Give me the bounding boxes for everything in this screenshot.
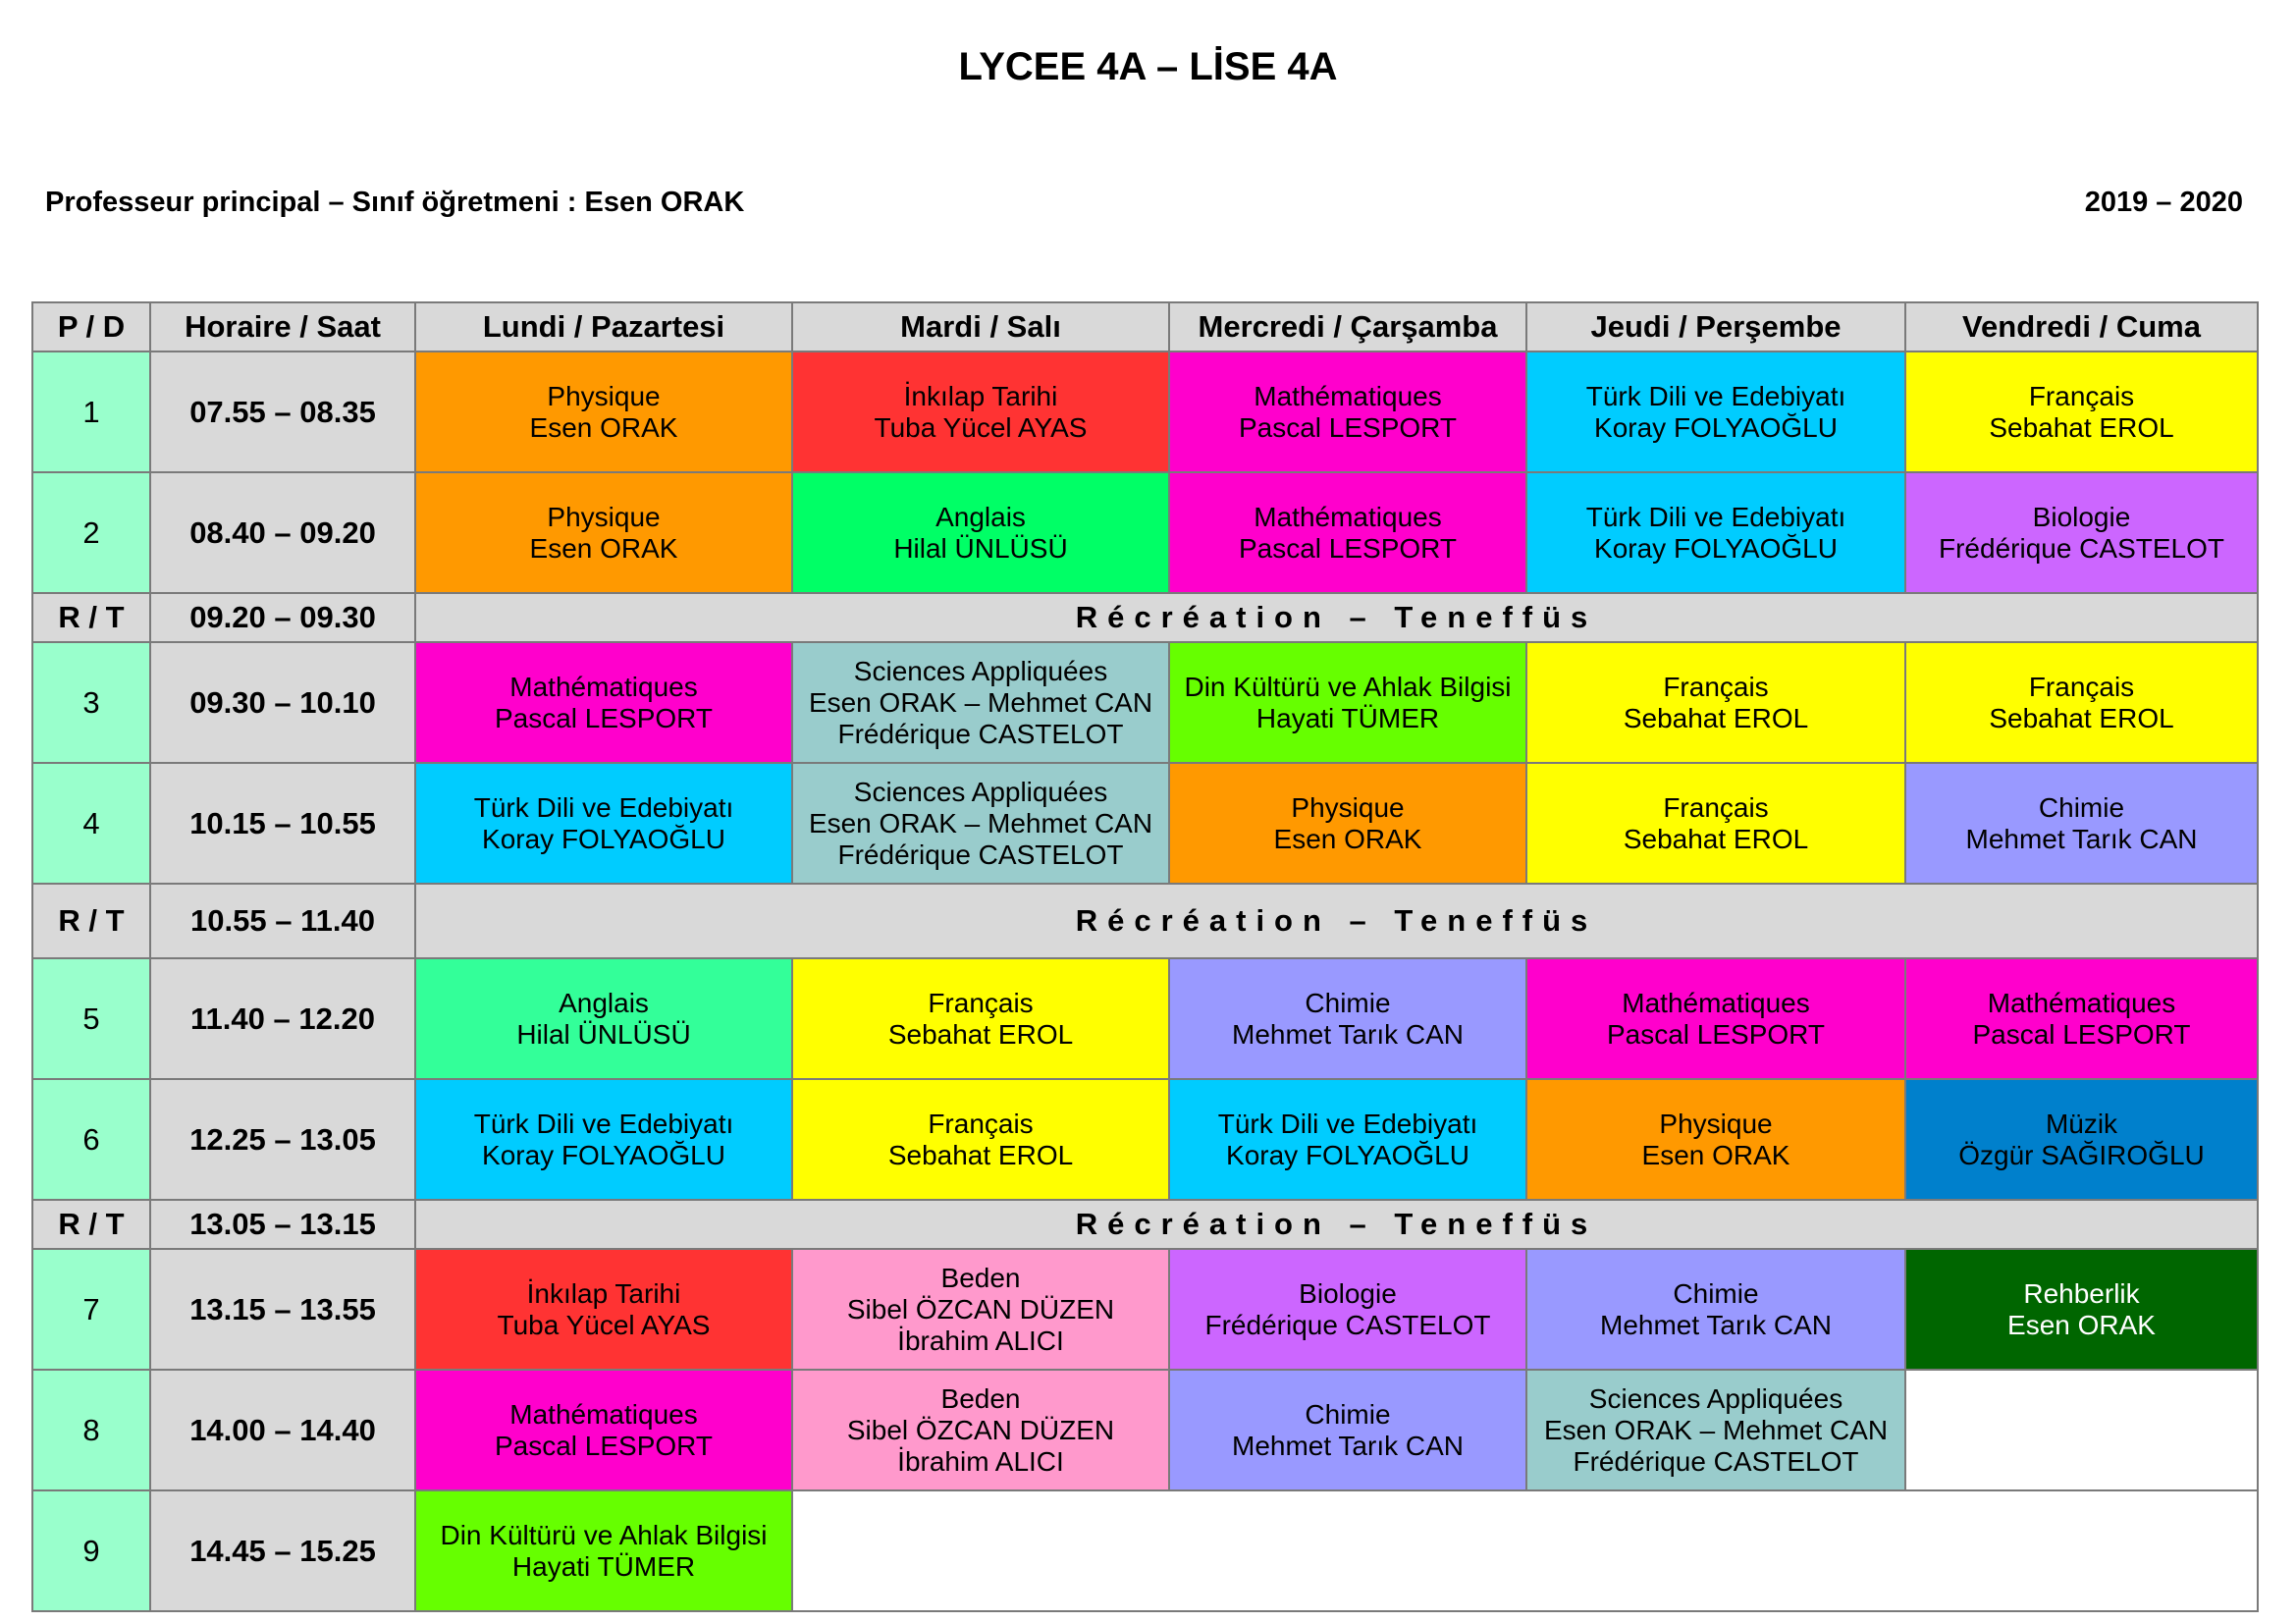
subject-name: Mathématiques <box>509 671 698 702</box>
lesson-cell <box>1526 1370 1905 1490</box>
teacher-name: Sebahat EROL <box>1989 411 2174 443</box>
lesson-cell <box>1169 958 1526 1079</box>
subject-name: Mathématiques <box>1987 987 2176 1018</box>
period-time: 08.40 – 09.20 <box>150 472 415 593</box>
teacher-name: Tuba Yücel AYAS <box>874 411 1088 443</box>
timetable-body <box>32 352 2258 1611</box>
lesson-row <box>32 352 2258 472</box>
teacher-name: Esen ORAK <box>2007 1309 2156 1340</box>
page-title: LYCEE 4A – LİSE 4A <box>958 45 1338 88</box>
teacher-name: Sebahat EROL <box>887 1139 1074 1170</box>
teacher-name: Frédérique CASTELOT <box>837 718 1124 749</box>
lesson-cell <box>792 1249 1169 1370</box>
lesson-row <box>32 1370 2258 1490</box>
teacher-name: Pascal LESPORT <box>1238 411 1458 443</box>
teacher-name: Koray FOLYAOĞLU <box>1594 411 1838 443</box>
subject-name: Türk Dili ve Edebiyatı <box>1585 501 1846 532</box>
subject-name: Physique <box>547 501 661 532</box>
subject-name: Mathématiques <box>1622 987 1810 1018</box>
period-time: 09.30 – 10.10 <box>150 642 415 763</box>
subject-name: Türk Dili ve Edebiyatı <box>1585 380 1846 411</box>
lesson-cell <box>415 472 792 593</box>
teacher-name: Esen ORAK <box>529 411 678 443</box>
lesson-cell <box>1905 1249 2258 1370</box>
subject-name: Chimie <box>1673 1277 1759 1309</box>
period-time: 14.45 – 15.25 <box>150 1490 415 1611</box>
subject-name: Français <box>928 1108 1034 1139</box>
lesson-cell <box>1169 1079 1526 1200</box>
lesson-cell <box>792 1370 1169 1490</box>
subject-name: Rehberlik <box>2023 1277 2140 1309</box>
lesson-cell <box>1169 352 1526 472</box>
teacher-name: Sebahat EROL <box>887 1018 1074 1050</box>
subject-name: Biologie <box>2032 501 2131 532</box>
teacher-name: Esen ORAK – Mehmet CAN <box>808 686 1153 718</box>
recreation-label: Récréation – Teneffüs <box>415 884 2258 958</box>
teacher-name: Sibel ÖZCAN DÜZEN <box>846 1293 1115 1325</box>
lesson-row <box>32 763 2258 884</box>
period-number: 3 <box>32 642 150 763</box>
subject-name: Français <box>1663 791 1769 823</box>
recreation-label: Récréation – Teneffüs <box>415 593 2258 642</box>
teacher-name: Esen ORAK <box>1641 1139 1790 1170</box>
subject-name: Müzik <box>2045 1108 2118 1139</box>
lesson-cell <box>792 472 1169 593</box>
lesson-cell <box>1526 1249 1905 1370</box>
teacher-name: Esen ORAK <box>529 532 678 564</box>
subject-name: Sciences Appliquées <box>1588 1382 1843 1414</box>
period-number: 9 <box>32 1490 150 1611</box>
lesson-cell <box>792 642 1169 763</box>
teacher-name: Mehmet Tarık CAN <box>1232 1018 1464 1050</box>
period-number: 6 <box>32 1079 150 1200</box>
subject-name: Physique <box>1291 791 1405 823</box>
header-thursday: Jeudi / Perşembe <box>1526 302 1905 352</box>
period-number: 7 <box>32 1249 150 1370</box>
break-time: 10.55 – 11.40 <box>150 884 415 958</box>
subject-name: Mathématiques <box>1254 380 1442 411</box>
subject-name: Türk Dili ve Edebiyatı <box>473 791 734 823</box>
break-label: R / T <box>32 884 150 958</box>
teacher-name: Özgür SAĞIROĞLU <box>1958 1139 2205 1170</box>
header-wednesday: Mercredi / Çarşamba <box>1169 302 1526 352</box>
subject-name: Din Kültürü ve Ahlak Bilgisi <box>1184 671 1512 702</box>
lesson-row <box>32 1249 2258 1370</box>
header-time: Horaire / Saat <box>150 302 415 352</box>
lesson-row <box>32 1079 2258 1200</box>
teacher-name: Pascal LESPORT <box>1972 1018 2191 1050</box>
period-number: 8 <box>32 1370 150 1490</box>
teacher-name: Pascal LESPORT <box>1606 1018 1826 1050</box>
subject-name: Beden <box>940 1382 1021 1414</box>
timetable-header-row <box>32 302 2258 352</box>
subject-name: Biologie <box>1299 1277 1397 1309</box>
subject-name: Français <box>928 987 1034 1018</box>
lesson-cell <box>1526 642 1905 763</box>
subject-name: Chimie <box>1305 987 1391 1018</box>
teacher-name: Koray FOLYAOĞLU <box>482 1139 725 1170</box>
subject-name: Anglais <box>935 501 1026 532</box>
subject-name: Physique <box>547 380 661 411</box>
lesson-cell <box>415 958 792 1079</box>
teacher-name: Hilal ÜNLÜSÜ <box>893 532 1068 564</box>
teacher-name: Frédérique CASTELOT <box>837 839 1124 870</box>
lesson-cell <box>1169 1370 1526 1490</box>
teacher-name: İbrahim ALICI <box>897 1445 1064 1477</box>
teacher-name: Sebahat EROL <box>1623 702 1809 733</box>
recreation-row <box>32 593 2258 642</box>
lesson-cell <box>792 352 1169 472</box>
lesson-cell <box>1526 958 1905 1079</box>
break-label: R / T <box>32 1200 150 1249</box>
lesson-cell <box>792 1079 1169 1200</box>
period-time: 10.15 – 10.55 <box>150 763 415 884</box>
lesson-row <box>32 642 2258 763</box>
subject-name: Türk Dili ve Edebiyatı <box>1217 1108 1478 1139</box>
recreation-row <box>32 1200 2258 1249</box>
lesson-cell <box>415 1370 792 1490</box>
class-teacher: Professeur principal – Sınıf öğretmeni : Esen ORAK <box>45 187 745 218</box>
teacher-name: Sebahat EROL <box>1623 823 1809 854</box>
timetable <box>31 301 2259 1612</box>
lesson-cell <box>1526 763 1905 884</box>
teacher-name: Hayati TÜMER <box>1255 702 1440 733</box>
break-time: 13.05 – 13.15 <box>150 1200 415 1249</box>
lesson-row <box>32 958 2258 1079</box>
lesson-cell <box>1905 352 2258 472</box>
teacher-name: Mehmet Tarık CAN <box>1232 1430 1464 1461</box>
lesson-cell <box>415 1490 792 1611</box>
teacher-name: Esen ORAK <box>1273 823 1422 854</box>
break-time: 09.20 – 09.30 <box>150 593 415 642</box>
teacher-name: Pascal LESPORT <box>1238 532 1458 564</box>
header-info-line <box>45 187 2243 219</box>
subject-name: İnkılap Tarihi <box>526 1277 681 1309</box>
teacher-name: Frédérique CASTELOT <box>1939 532 2224 564</box>
teacher-name: Esen ORAK – Mehmet CAN <box>1543 1414 1889 1445</box>
lesson-cell <box>1526 472 1905 593</box>
recreation-row <box>32 884 2258 958</box>
lesson-cell <box>1169 763 1526 884</box>
lesson-cell <box>792 763 1169 884</box>
lesson-cell <box>415 1079 792 1200</box>
period-number: 5 <box>32 958 150 1079</box>
subject-name: Türk Dili ve Edebiyatı <box>473 1108 734 1139</box>
teacher-name: Sebahat EROL <box>1989 702 2174 733</box>
subject-name: Sciences Appliquées <box>853 655 1108 686</box>
header-monday: Lundi / Pazartesi <box>415 302 792 352</box>
subject-name: Français <box>2028 380 2135 411</box>
period-number: 4 <box>32 763 150 884</box>
teacher-name: Mehmet Tarık CAN <box>1965 823 2198 854</box>
lesson-row <box>32 1490 2258 1611</box>
lesson-cell <box>1526 1079 1905 1200</box>
header-friday: Vendredi / Cuma <box>1905 302 2258 352</box>
subject-name: Français <box>2028 671 2135 702</box>
lesson-cell <box>1169 1249 1526 1370</box>
lesson-cell <box>792 958 1169 1079</box>
lesson-cell <box>1169 642 1526 763</box>
teacher-name: Esen ORAK – Mehmet CAN <box>808 807 1153 839</box>
header-period: P / D <box>32 302 150 352</box>
school-year: 2019 – 2020 <box>2084 187 2243 218</box>
teacher-name: Koray FOLYAOĞLU <box>1594 532 1838 564</box>
teacher-name: Koray FOLYAOĞLU <box>482 823 725 854</box>
teacher-name: Hilal ÜNLÜSÜ <box>516 1018 691 1050</box>
lesson-cell <box>1905 1079 2258 1200</box>
lesson-row <box>32 472 2258 593</box>
lesson-cell <box>1905 472 2258 593</box>
lesson-cell <box>1169 472 1526 593</box>
period-time: 14.00 – 14.40 <box>150 1370 415 1490</box>
recreation-label: Récréation – Teneffüs <box>415 1200 2258 1249</box>
subject-name: Sciences Appliquées <box>853 776 1108 807</box>
teacher-name: Sibel ÖZCAN DÜZEN <box>846 1414 1115 1445</box>
subject-name: Chimie <box>2038 791 2125 823</box>
break-label: R / T <box>32 593 150 642</box>
period-number: 1 <box>32 352 150 472</box>
period-time: 13.15 – 13.55 <box>150 1249 415 1370</box>
lesson-cell <box>1905 763 2258 884</box>
subject-name: Mathématiques <box>509 1398 698 1430</box>
lesson-cell <box>415 1249 792 1370</box>
subject-name: Anglais <box>559 987 649 1018</box>
lesson-cell <box>1905 958 2258 1079</box>
teacher-name: Frédérique CASTELOT <box>1204 1309 1491 1340</box>
subject-name: Chimie <box>1305 1398 1391 1430</box>
teacher-name: Pascal LESPORT <box>494 702 714 733</box>
teacher-name: Hayati TÜMER <box>511 1550 696 1582</box>
subject-name: Physique <box>1659 1108 1773 1139</box>
period-time: 07.55 – 08.35 <box>150 352 415 472</box>
lesson-cell <box>415 642 792 763</box>
period-time: 12.25 – 13.05 <box>150 1079 415 1200</box>
header-tuesday: Mardi / Salı <box>792 302 1169 352</box>
teacher-name: Tuba Yücel AYAS <box>497 1309 711 1340</box>
subject-name: İnkılap Tarihi <box>903 380 1058 411</box>
period-number: 2 <box>32 472 150 593</box>
period-time: 11.40 – 12.20 <box>150 958 415 1079</box>
lesson-cell <box>1905 642 2258 763</box>
teacher-name: İbrahim ALICI <box>897 1325 1064 1356</box>
lesson-cell <box>415 352 792 472</box>
empty-slot <box>792 1490 2258 1611</box>
lesson-cell <box>415 763 792 884</box>
subject-name: Français <box>1663 671 1769 702</box>
subject-name: Mathématiques <box>1254 501 1442 532</box>
subject-name: Din Kültürü ve Ahlak Bilgisi <box>440 1519 768 1550</box>
teacher-name: Mehmet Tarık CAN <box>1600 1309 1832 1340</box>
teacher-name: Koray FOLYAOĞLU <box>1226 1139 1469 1170</box>
lesson-cell <box>1526 352 1905 472</box>
teacher-name: Pascal LESPORT <box>494 1430 714 1461</box>
teacher-name: Frédérique CASTELOT <box>1573 1445 1859 1477</box>
empty-slot <box>1905 1370 2258 1490</box>
subject-name: Beden <box>940 1262 1021 1293</box>
